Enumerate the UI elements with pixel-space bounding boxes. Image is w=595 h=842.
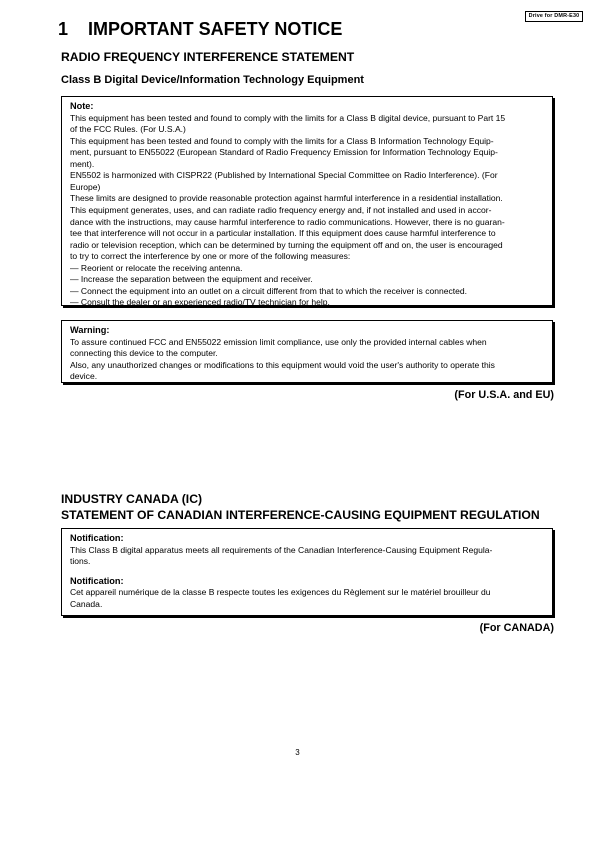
ic-subtitle: STATEMENT OF CANADIAN INTERFERENCE-CAUSING EQUIPMENT REGULATION [61, 508, 540, 522]
warning-title: Warning: [70, 325, 110, 335]
note-line: ment). [70, 158, 95, 169]
note-line: EN5502 is harmonized with CISPR22 (Published by International Special Committee on Radio Interference). (For [70, 170, 498, 181]
note-box [61, 96, 553, 306]
note-measure-item: — Reorient or relocate the receiving antenna. [70, 262, 243, 273]
note-title: Note: [70, 101, 94, 111]
rf-statement-title: RADIO FREQUENCY INTERFERENCE STATEMENT [61, 50, 355, 64]
rf-statement-subtitle: Class B Digital Device/Information Technology Equipment [61, 74, 364, 86]
note-line: This equipment has been tested and found to comply with the limits for a Class B digital device, pursuant to Part 15 [70, 112, 506, 123]
notification-title-en: Notification: [70, 533, 124, 543]
page-number: 3 [295, 748, 300, 757]
note-line: This equipment generates, uses, and can radiate radio frequency energy and, if not installed and used in accor- [70, 204, 492, 215]
note-line: ment, pursuant to EN55022 (European Standard of Radio Frequency Emission for Information Technology Equip- [70, 147, 498, 158]
note-line: radio or television reception, which can be determined by turning the equipment off and on, the user is encouraged [70, 239, 503, 250]
warning-line: connecting this device to the computer. [70, 348, 218, 359]
note-measure-item: — Connect the equipment into an outlet on a circuit different from that to which the receiver is connected. [70, 285, 468, 296]
warning-box [61, 320, 553, 383]
model-tag: Drive for DMR-E30 [525, 11, 583, 22]
region-label-usa-eu: (For U.S.A. and EU) [454, 389, 554, 401]
notification-title-fr: Notification: [70, 575, 124, 586]
note-line: dance with the instructions, may cause harmful interference to radio communications. However, there is no guaran- [70, 216, 505, 227]
warning-line: device. [70, 371, 98, 382]
region-label-canada: (For CANADA) [479, 622, 554, 634]
section-heading [58, 19, 342, 40]
note-line: These limits are designed to provide reasonable protection against harmful interference in a residential installation. [70, 193, 503, 204]
warning-line: To assure continued FCC and EN55022 emission limit compliance, use only the provided internal cables when [70, 336, 487, 347]
section-number: 1 [58, 19, 69, 39]
warning-line: Also, any unauthorized changes or modifications to this equipment would void the user's authority to operate this [70, 359, 495, 370]
note-line: Europe) [70, 181, 101, 192]
ic-title: INDUSTRY CANADA (IC) [61, 492, 203, 506]
notification-line-fr: Canada. [70, 598, 103, 609]
note-line: to try to correct the interference by one or more of the following measures: [70, 251, 351, 262]
note-line: tee that interference will not occur in a particular installation. If this equipment does cause harmful interference to [70, 228, 496, 239]
section-title: IMPORTANT SAFETY NOTICE [88, 19, 343, 39]
notification-line-fr: Cet appareil numérique de la classe B respecte toutes les exigences du Règlement sur le matériel brouilleur du [70, 587, 491, 598]
note-line: of the FCC Rules. (For U.S.A.) [70, 124, 186, 135]
note-measure-item: — Increase the separation between the equipment and receiver. [70, 274, 313, 285]
notification-line-en: This Class B digital apparatus meets all requirements of the Canadian Interference-Causing Equipment Regula- [70, 544, 493, 555]
note-measure-item: — Consult the dealer or an experienced radio/TV technician for help. [70, 297, 330, 308]
notification-box [61, 528, 553, 616]
note-line: This equipment has been tested and found to comply with the limits for a Class B Information Technology Equip- [70, 135, 494, 146]
notification-line-en: tions. [70, 556, 91, 567]
